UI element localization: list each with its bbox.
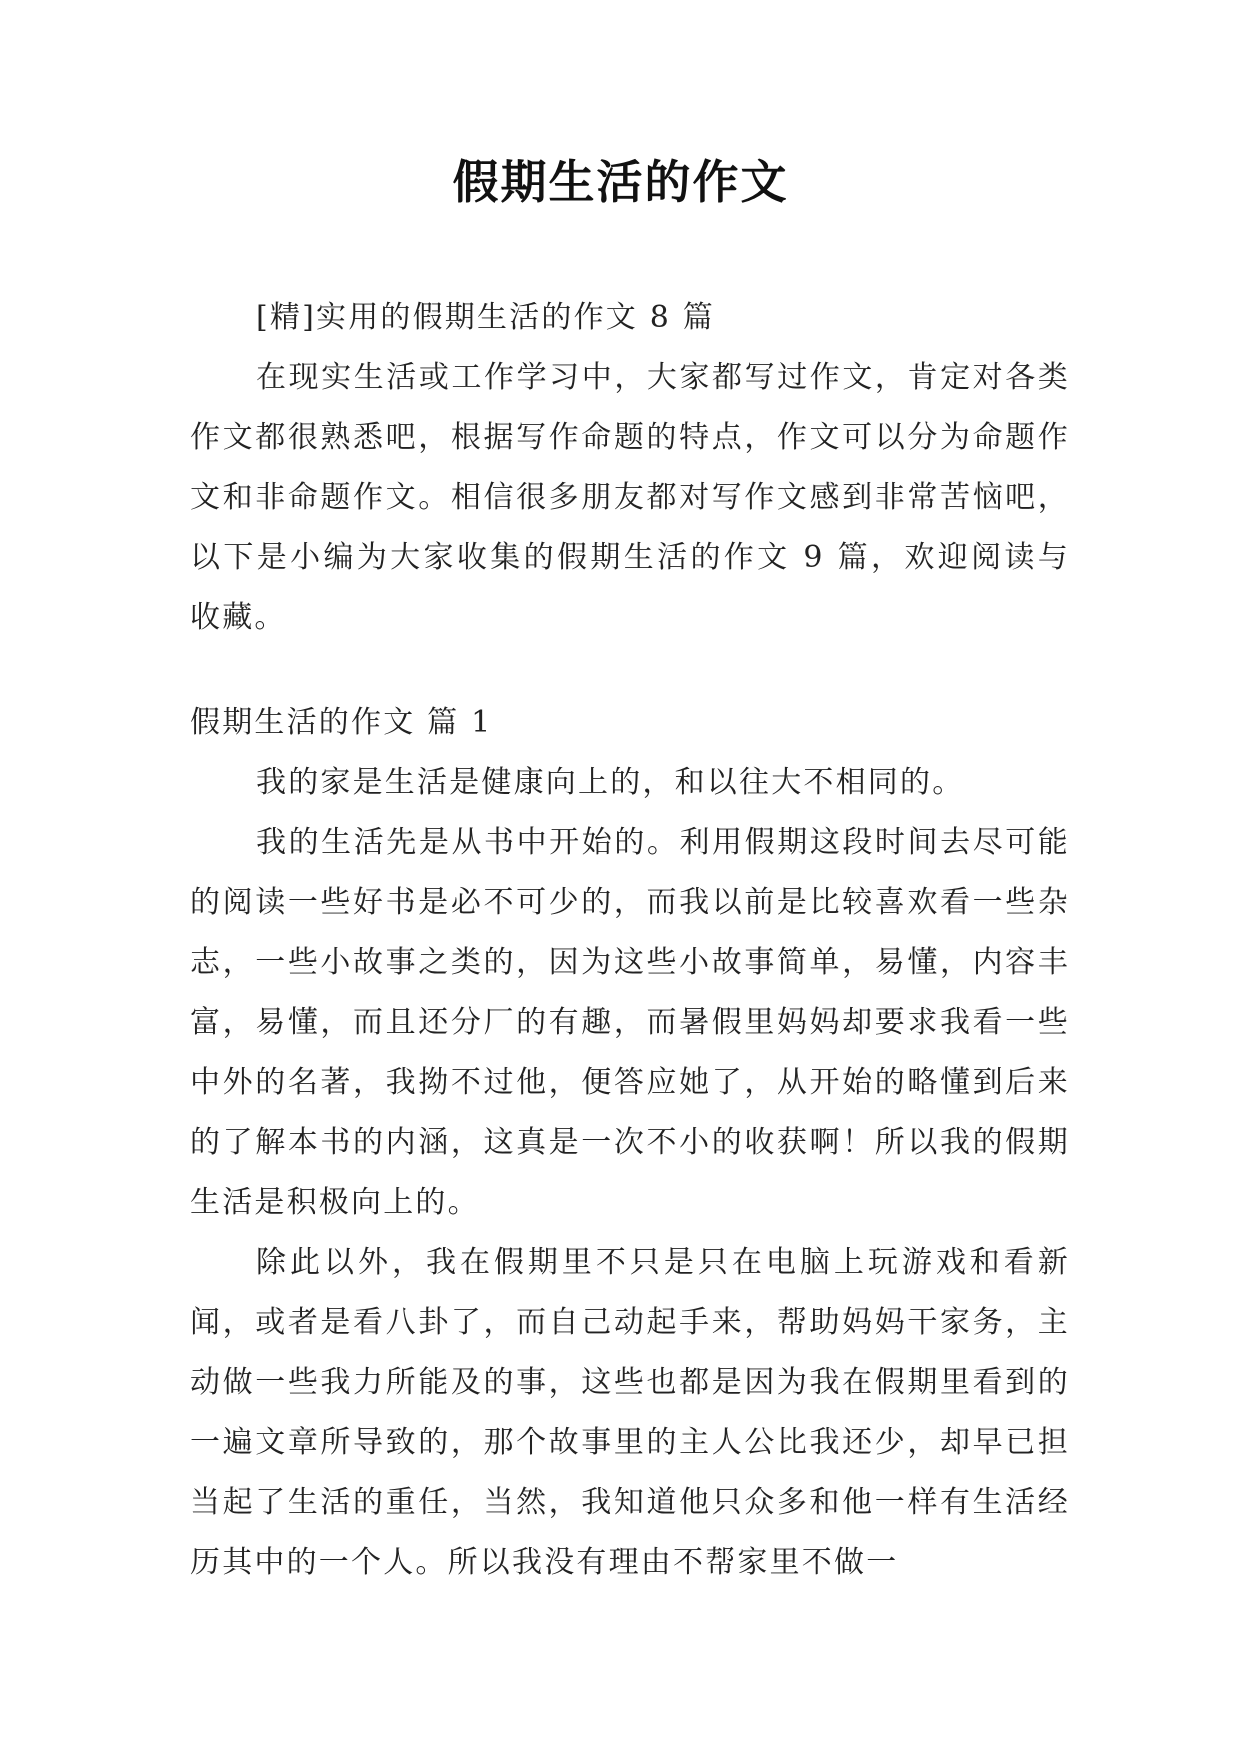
document-title: 假期生活的作文 [452,155,789,209]
body-paragraph: 我的生活先是从书中开始的。利用假期这段时间去尽可能的阅读一些好书是必不可少的，而我以前是比较喜欢看一些杂志，一些小故事之类的，因为这些小故事简单，易懂，内容丰富，易懂，而且还分厂的有趣，而暑假里妈妈却要求我看一些中外的名著，我拗不过他，便答应她了，从开始的略懂到后来的了解本书的内涵，这真是一次不小的收获啊！所以我的假期生活是积极向上的。 [190,825,1070,1220]
section-heading: 假期生活的作文 篇 1 [190,705,493,740]
intro-paragraph: 在现实生活或工作学习中，大家都写过作文，肯定对各类作文都很熟悉吧，根据写作命题的特点，作文可以分为命题作文和非命题作文。相信很多朋友都对写作文感到非常苦恼吧，以下是小编为大家收集的假期生活的作文 9 篇，欢迎阅读与收藏。 [190,360,1070,635]
body-paragraph: 除此以外，我在假期里不只是只在电脑上玩游戏和看新闻，或者是看八卦了，而自己动起手来，帮助妈妈干家务，主动做一些我力所能及的事，这些也都是因为我在假期里看到的一遍文章所导致的，那个故事里的主人公比我还少，却早已担当起了生活的重任，当然，我知道他只众多和他一样有生活经历其中的一个人。所以我没有理由不帮家里不做一 [190,1245,1070,1580]
document-subtitle: [精]实用的假期生活的作文 8 篇 [256,300,715,335]
document-body [190,288,1070,1593]
body-paragraph: 我的家是生活是健康向上的，和以往大不相同的。 [256,765,965,800]
